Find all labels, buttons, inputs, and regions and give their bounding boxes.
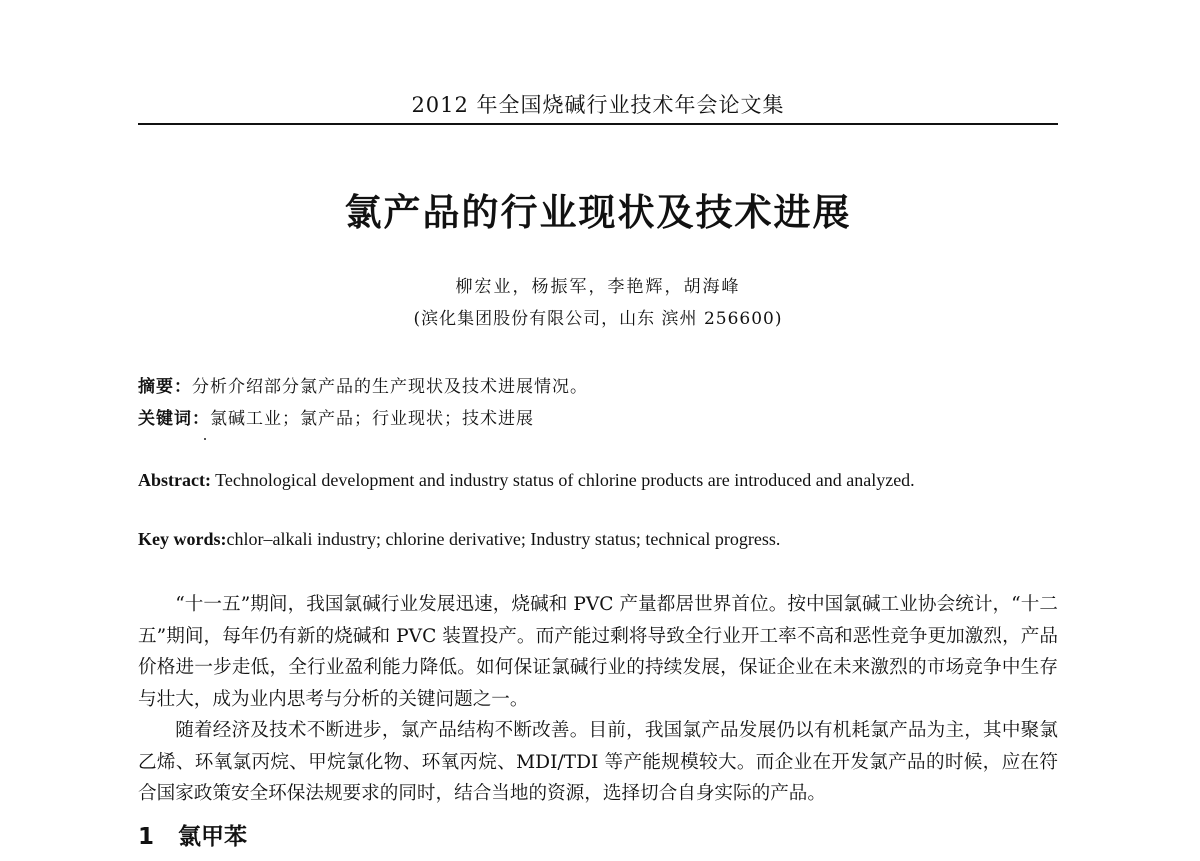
- abstract-cn: [138, 372, 588, 397]
- body-paragraph: 随着经济及技术不断进步，氯产品结构不断改善。目前，我国氯产品发展仍以有机耗氯产品为主，其中聚氯乙烯、环氧氯丙烷、甲烷氯化物、环氧丙烷、MDI/TDI 等产能规模较大。而企业在开发氯产品的时候，应在符合国家政策安全环保法规要求的同时，结合当地的资源，选择切合自身实际的产品。: [138, 720, 1058, 804]
- abstract-en-text: Technological development and industry status of chlorine products are introduced and analyzed.: [215, 470, 915, 490]
- abstract-en: [138, 464, 1058, 497]
- scan-speck: [204, 438, 206, 440]
- header-rule: [138, 123, 1058, 125]
- running-head: 2012 年全国烧碱行业技术年会论文集: [411, 93, 785, 117]
- keywords-cn-label: 关键词：: [138, 409, 210, 429]
- section-title: 氯甲苯: [178, 824, 248, 850]
- keywords-en: [138, 529, 1058, 550]
- authors: 柳宏业，杨振军，李艳辉，胡海峰: [455, 277, 741, 297]
- abstract-en-label: Abstract:: [138, 470, 211, 490]
- keywords-cn-text: 氯碱工业；氯产品；行业现状；技术进展: [210, 409, 534, 429]
- keywords-cn: [138, 404, 534, 429]
- abstract-cn-text: 分析介绍部分氯产品的生产现状及技术进展情况。: [192, 377, 588, 397]
- body-text: [138, 589, 1058, 810]
- keywords-en-label: Key words:: [138, 529, 227, 549]
- section-heading: [138, 818, 247, 851]
- abstract-cn-label: 摘要：: [138, 377, 192, 397]
- keywords-en-text: chlor–alkali industry; chlorine derivative; Industry status; technical progress.: [226, 529, 781, 549]
- paper-title: 氯产品的行业现状及技术进展: [344, 191, 852, 234]
- body-paragraph: “十一五”期间，我国氯碱行业发展迅速，烧碱和 PVC 产量都居世界首位。按中国氯碱工业协会统计，“十二五”期间，每年仍有新的烧碱和 PVC 装置投产。而产能过剩将导致全行业开工率不高和恶性竞争更加激烈，产品价格进一步走低，全行业盈利能力降低。如何保证氯碱行业的持续发展，保证企业在未来激烈的市场竞争中生存与壮大，成为业内思考与分析的关键问题之一。: [138, 594, 1058, 710]
- section-number: 1: [138, 824, 155, 850]
- affiliation: (滨化集团股份有限公司，山东 滨州 256600): [413, 309, 783, 329]
